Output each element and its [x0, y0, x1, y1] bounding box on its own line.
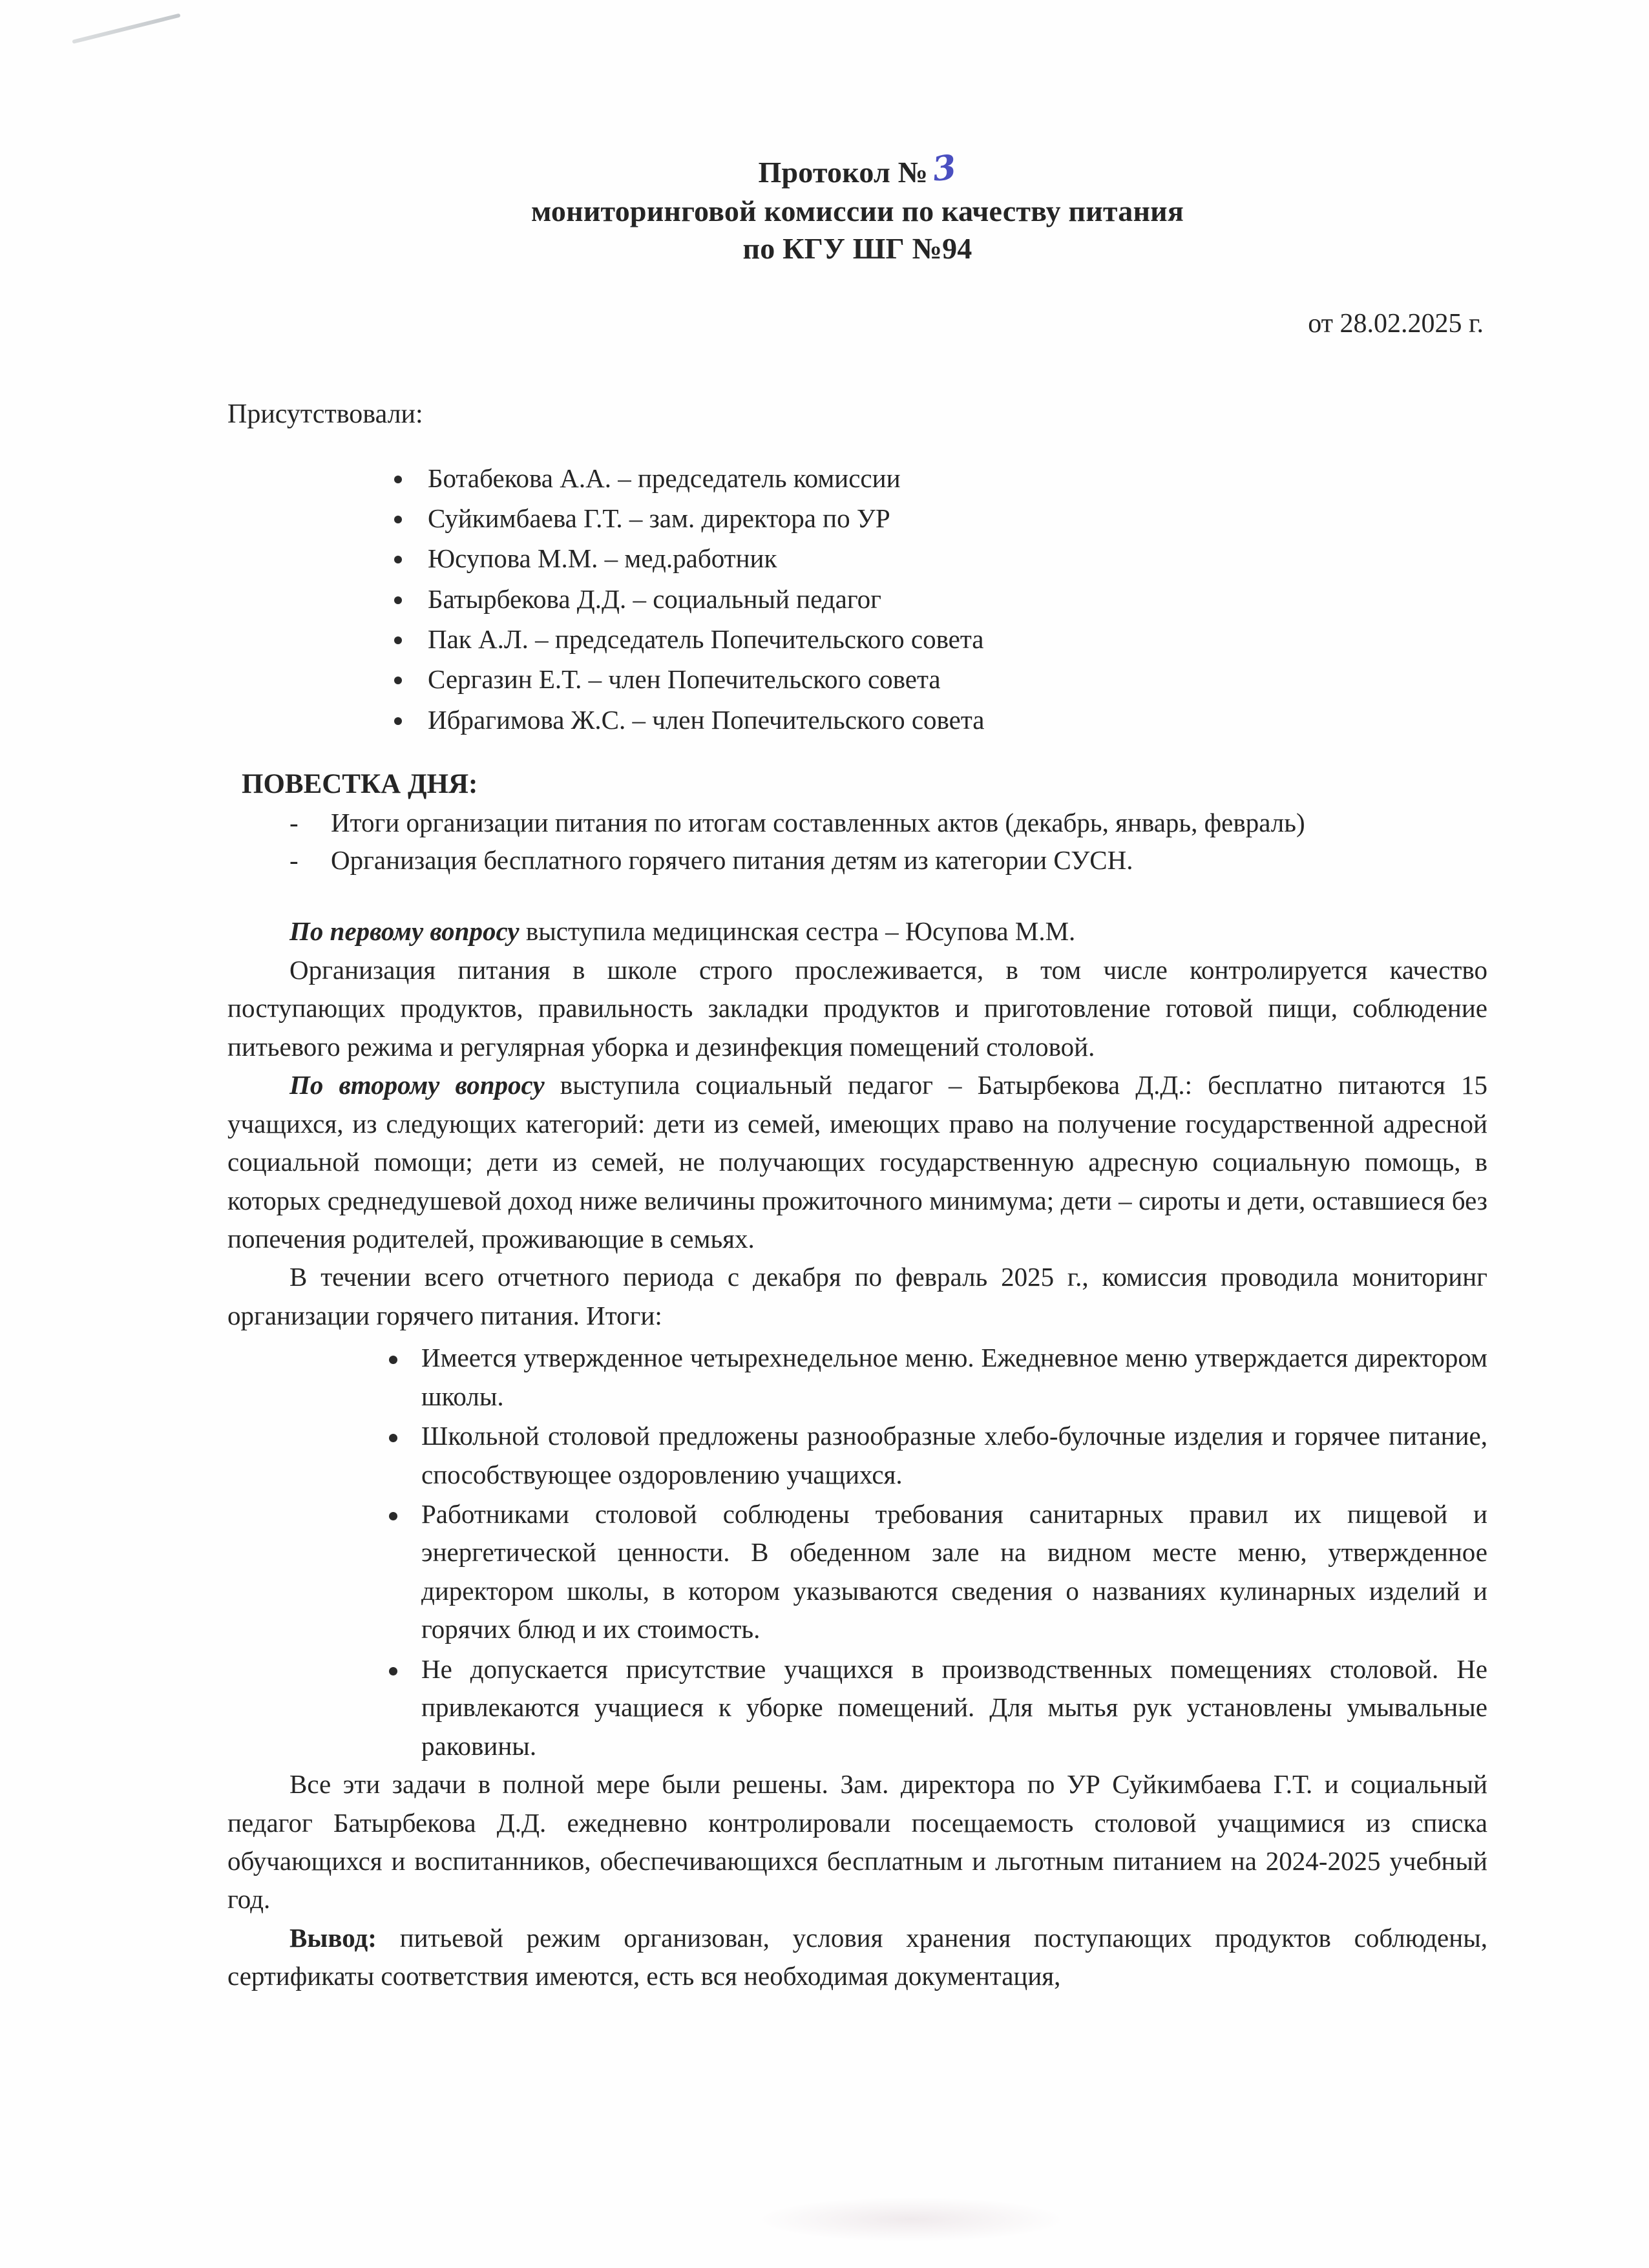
- document-date: от 28.02.2025 г.: [1308, 308, 1484, 339]
- list-item: Суйкимбаева Г.Т. – зам. директора по УР: [227, 498, 1487, 538]
- list-item: Не допускается присутствие учащихся в производственных помещениях столовой. Не привлекаются учащиеся к уборке помещений. Для мытья рук установлены умывальные раковины.: [227, 1650, 1487, 1765]
- attendees-heading: Присутствовали:: [227, 399, 423, 429]
- first-question-lead: [227, 912, 1487, 950]
- list-item: Имеется утвержденное четырехнедельное меню. Ежедневное меню утверждается директором школы.: [227, 1339, 1487, 1416]
- list-item: Юсупова М.М. – мед.работник: [227, 538, 1487, 578]
- list-item: Пак А.Л. – председатель Попечительского совета: [227, 619, 1487, 659]
- attendees-list: [227, 458, 1487, 740]
- title-line-1: [227, 147, 1487, 193]
- second-question-label: По второму вопросу: [289, 1070, 545, 1100]
- agenda-list: [227, 804, 1487, 879]
- title-line-3: по КГУ ШГ №94: [742, 232, 972, 266]
- list-item: Школьной столовой предложены разнообразные хлебо-булочные изделия и горячее питание, способствующее оздоровлению учащихся.: [227, 1417, 1487, 1494]
- protocol-number-label: Протокол №: [758, 156, 929, 189]
- handwritten-protocol-number: 3: [930, 147, 959, 190]
- list-item: Батырбекова Д.Д. – социальный педагог: [227, 579, 1487, 619]
- conclusion-text: питьевой режим организован, условия хранения поступающих продуктов соблюдены, сертификаты соответствия имеются, есть вся необходимая документация,: [227, 1922, 1487, 1991]
- list-item: Сергазин Е.Т. – член Попечительского совета: [227, 659, 1487, 699]
- scan-artifact-line: [72, 13, 180, 43]
- first-question-speaker: выступила медицинская сестра – Юсупова М.М.: [519, 916, 1076, 947]
- results-list: [227, 1339, 1487, 1765]
- title-line-2: мониторинговой комиссии по качеству питания: [531, 194, 1184, 228]
- first-question-label: По первому вопросу: [289, 916, 520, 947]
- scan-bleed-smudge: [756, 2197, 1066, 2242]
- document-content: [227, 0, 1487, 1996]
- conclusion-paragraph: [227, 1919, 1487, 1996]
- list-item: Ибрагимова Ж.С. – член Попечительского совета: [227, 700, 1487, 740]
- list-item: Работниками столовой соблюдены требования санитарных правил их пищевой и энергетической ценности. В обеденном зале на видном месте меню, утвержденное директором школы, в котором указываются сведения о названиях кулинарных изделий и горячих блюд и их стоимость.: [227, 1495, 1487, 1649]
- conclusion-label: Вывод:: [289, 1922, 377, 1953]
- first-question-paragraph: Организация питания в школе строго прослеживается, в том числе контролируется качество поступающих продуктов, правильность закладки продуктов и приготовление готовой пищи, соблюдение питьевого режима и регулярная уборка и дезинфекция помещений столовой.: [227, 954, 1487, 1062]
- agenda-heading: ПОВЕСТКА ДНЯ:: [242, 769, 478, 800]
- page-title: [227, 147, 1487, 268]
- monitoring-intro-paragraph: В течении всего отчетного периода с декабря по февраль 2025 г., комиссия проводила мониторинг организации горячего питания. Итоги:: [227, 1262, 1487, 1330]
- second-question-text: выступила социальный педагог – Батырбекова Д.Д.: бесплатно питаются 15 учащихся, из следующих категорий: дети из семей, имеющих право на получение государственной адресной социальной помощи; дети из семей, не получающих государственную адресную социальную помощь, в которых среднедушевой доход ниже величины прожиточного минимума; дети – сироты и дети, оставшиеся без попечения родителей, проживающие в семьях.: [227, 1070, 1487, 1254]
- second-question-paragraph: [227, 1066, 1487, 1258]
- closing-paragraph: Все эти задачи в полной мере были решены. Зам. директора по УР Суйкимбаева Г.Т. и социальный педагог Батырбекова Д.Д. ежедневно контролировали посещаемость столовой учащимися из списка обучающихся и воспитанников, обеспечивающихся бесплатным и льготным питанием на 2024-2025 учебный год.: [227, 1769, 1487, 1915]
- list-item: Ботабекова А.А. – председатель комиссии: [227, 458, 1487, 498]
- list-item: - Организация бесплатного горячего питания детям из категории СУСН.: [227, 841, 1487, 879]
- list-item: - Итоги организации питания по итогам составленных актов (декабрь, январь, февраль): [227, 804, 1487, 841]
